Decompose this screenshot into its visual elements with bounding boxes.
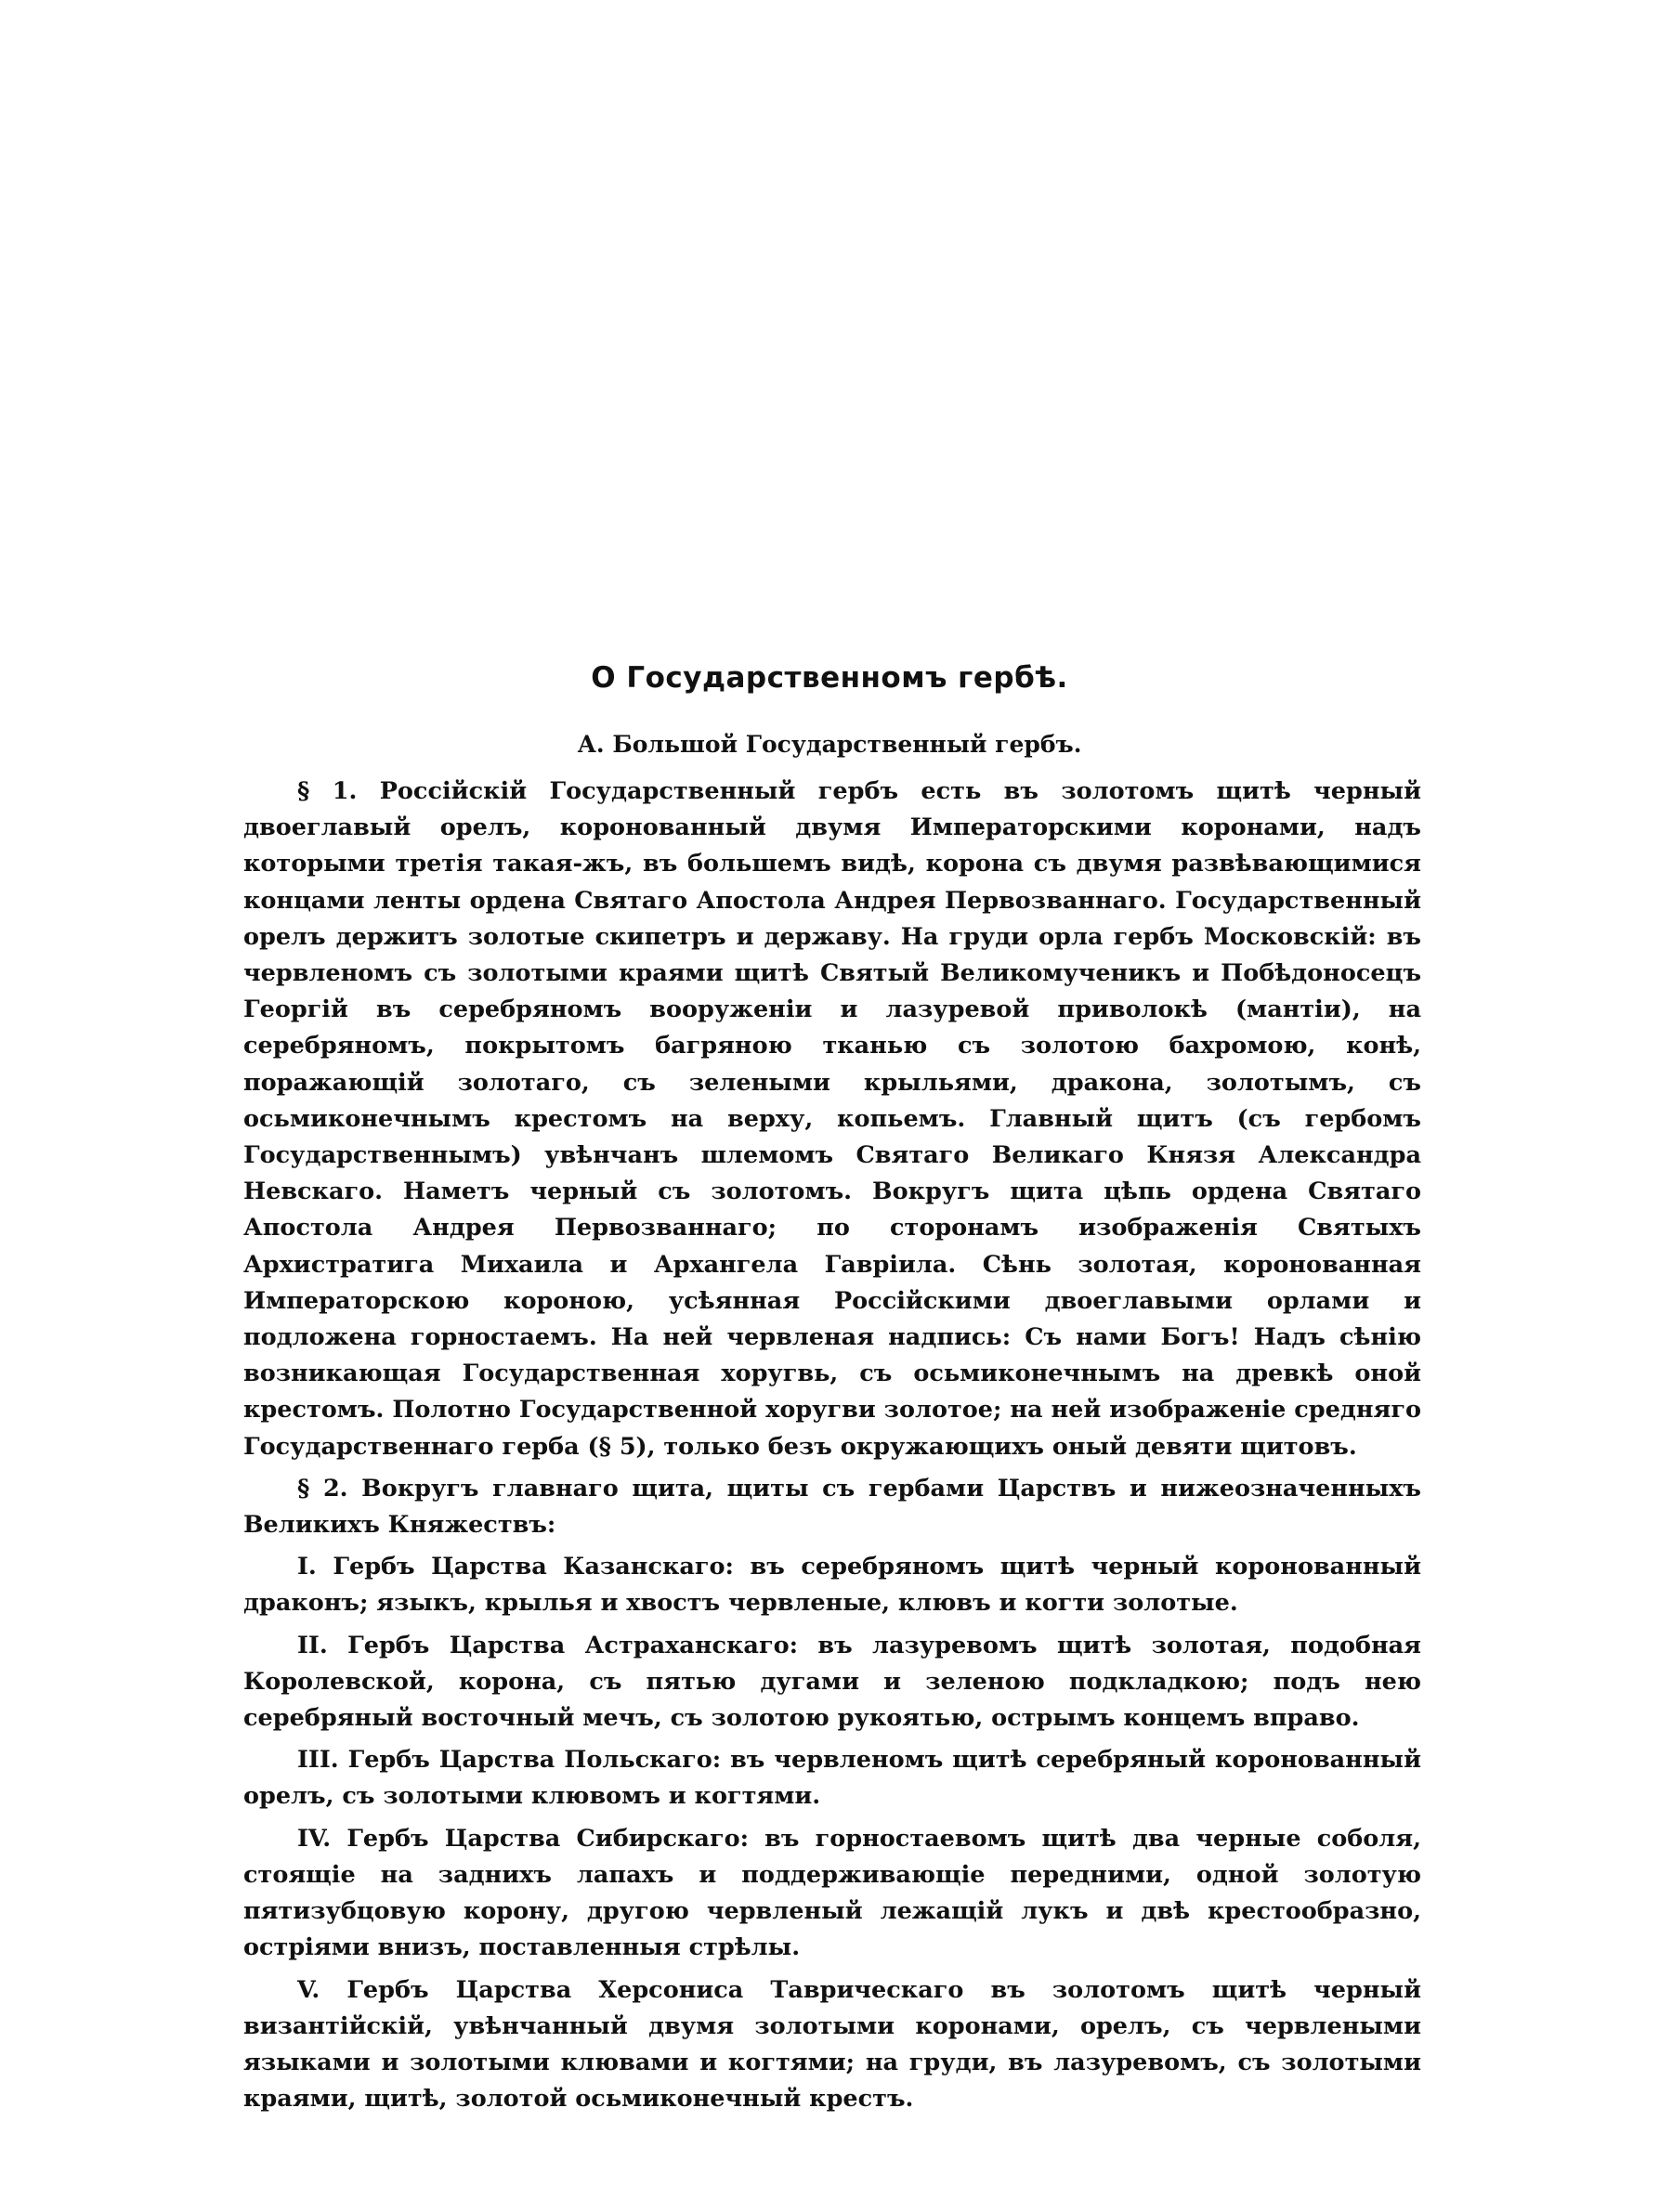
paragraph-siberia: IV. Гербъ Царства Сибирскаго: въ горностаевомъ щитѣ два черные соболя, стоящіе на заднихъ лапахъ и поддерживающіе передними, одной золотую пятизубцовую корону, другою червленый лежащій лукъ и двѣ крестообразно, остріями внизъ, поставленныя стрѣлы. xyxy=(243,1824,1421,1962)
document-body xyxy=(243,774,1421,2123)
paragraph-poland: III. Гербъ Царства Польскаго: въ червленомъ щитѣ серебряный коронованный орелъ, съ золотыми клювомъ и когтями. xyxy=(243,1746,1421,1811)
paragraph-chersonesus: V. Гербъ Царства Херсониса Таврическаго въ золотомъ щитѣ черный византійскій, увѣнчанный двумя золотыми коронами, орелъ, съ червлеными языками и золотыми клювами и когтями; на груди, въ лазуревомъ, съ золотыми краями, щитѣ, золотой осьмиконечный крестъ. xyxy=(243,1975,1421,2114)
paragraph-section-1: § 1. Россійскій Государственный гербъ есть въ золотомъ щитѣ черный двоеглавый орелъ, коронованный двумя Императорскими коронами, надъ которыми третія такая-жъ, въ большемъ видѣ, корона съ двумя развѣвающимися концами ленты ордена Святаго Апостола Андрея Первозваннаго. Государственный орелъ держитъ золотые скипетръ и державу. На груди орла гербъ Московскій: въ червленомъ съ золотыми краями щитѣ Святый Великомученикъ и Побѣдоносецъ Георгій въ серебряномъ вооруженіи и лазуревой приволокѣ (мантіи), на серебряномъ, покрытомъ багряною тканью съ золотою бахромою, конѣ, поражающій золотаго, съ зелеными крыльями, дракона, золотымъ, съ осьмиконечнымъ крестомъ на верху, копьемъ. Главный щитъ (съ гербомъ Государственнымъ) увѣнчанъ шлемомъ Святаго Великаго Князя Александра Невскаго. Наметъ черный съ золотомъ. Вокругъ щита цѣпь ордена Святаго Апостола Андрея Первозваннаго; по сторонамъ изображенія Святыхъ Архистратига Михаила и Архангела Гавріила. Сѣнь золотая, коронованная Императорскою короною, усѣянная Россійскими двоеглавыми орлами и подложена горностаемъ. На ней червленая надпись: Съ нами Богъ! Надъ сѣнію возникающая Государственная хоругвь, съ осьмиконечнымъ на древкѣ оной крестомъ. Полотно Государственной хоругви золотое; на ней изображеніе средняго Государственнаго герба (§ 5), только безъ окружающихъ оный девяти щитовъ. xyxy=(243,777,1421,1461)
paragraph-astrakhan: II. Гербъ Царства Астраханскаго: въ лазуревомъ щитѣ золотая, подобная Королевской, корона, съ пятью дугами и зеленою подкладкою; подъ нею серебряный восточный мечъ, съ золотою рукоятью, острымъ концемъ вправо. xyxy=(243,1631,1421,1733)
paragraph-section-2: § 2. Вокругъ главнаго щита, щиты съ гербами Царствъ и нижеозначенныхъ Великихъ Княжествъ: xyxy=(243,1474,1421,1540)
paragraph-kazan: I. Гербъ Царства Казанскаго: въ серебряномъ щитѣ черный коронованный драконъ; языкъ, крылья и хвостъ червленые, клювъ и когти золотые. xyxy=(243,1553,1421,1618)
page-title: О Государственномъ гербѣ. xyxy=(591,661,1068,695)
section-subtitle: А. Большой Государственный гербъ. xyxy=(577,731,1082,758)
